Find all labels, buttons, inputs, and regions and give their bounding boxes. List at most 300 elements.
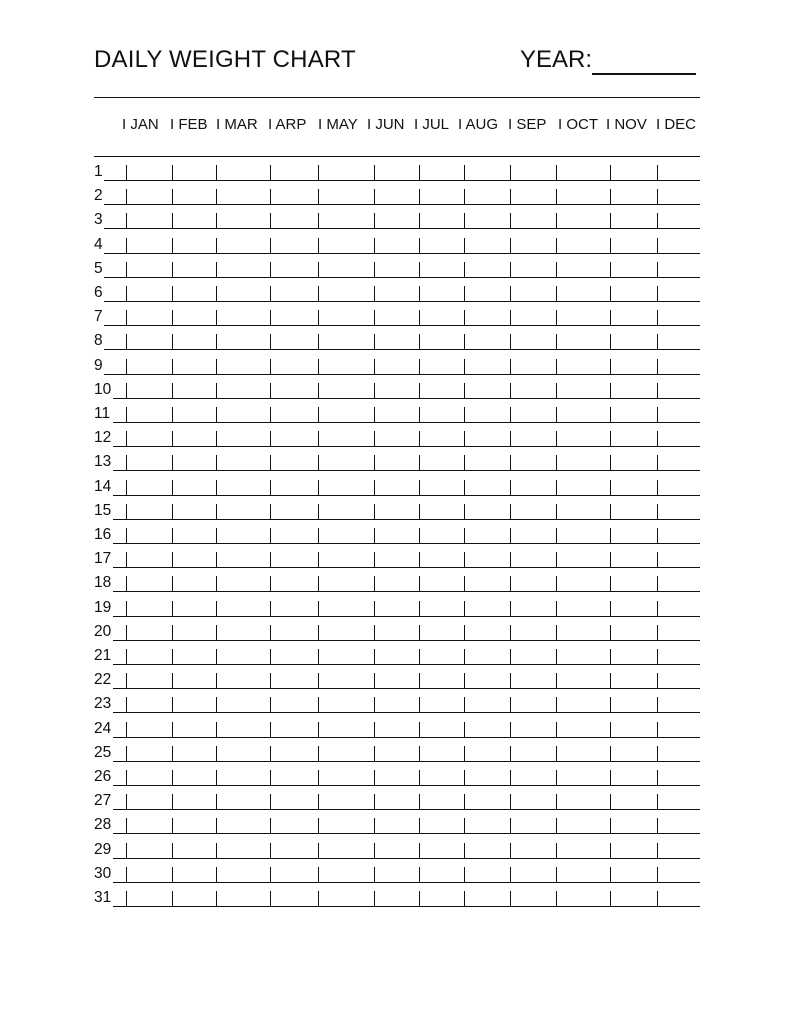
- weight-cell-arp[interactable]: [270, 552, 318, 568]
- weight-cell-arp[interactable]: [270, 867, 318, 883]
- weight-cell-jun[interactable]: [374, 601, 419, 617]
- weight-cell-jan[interactable]: [126, 891, 172, 907]
- weight-cell-jun[interactable]: [374, 843, 419, 859]
- weight-cell-jul[interactable]: [419, 818, 464, 834]
- weight-cell-oct[interactable]: [556, 576, 610, 592]
- weight-cell-jan[interactable]: [126, 189, 172, 205]
- weight-cell-jul[interactable]: [419, 189, 464, 205]
- weight-cell-aug[interactable]: [464, 891, 510, 907]
- weight-cell-feb[interactable]: [172, 697, 216, 713]
- weight-cell-jul[interactable]: [419, 794, 464, 810]
- weight-cell-mar[interactable]: [216, 843, 270, 859]
- weight-cell-jun[interactable]: [374, 867, 419, 883]
- weight-cell-jul[interactable]: [419, 334, 464, 350]
- weight-cell-dec[interactable]: [657, 576, 700, 592]
- weight-cell-mar[interactable]: [216, 552, 270, 568]
- weight-cell-jan[interactable]: [126, 770, 172, 786]
- weight-cell-mar[interactable]: [216, 480, 270, 496]
- weight-cell-jul[interactable]: [419, 431, 464, 447]
- weight-cell-jul[interactable]: [419, 722, 464, 738]
- weight-cell-jul[interactable]: [419, 286, 464, 302]
- weight-cell-may[interactable]: [318, 794, 374, 810]
- weight-cell-aug[interactable]: [464, 843, 510, 859]
- weight-cell-oct[interactable]: [556, 625, 610, 641]
- weight-cell-aug[interactable]: [464, 504, 510, 520]
- weight-cell-oct[interactable]: [556, 431, 610, 447]
- weight-cell-sep[interactable]: [510, 238, 556, 254]
- weight-cell-arp[interactable]: [270, 528, 318, 544]
- weight-cell-aug[interactable]: [464, 189, 510, 205]
- weight-cell-dec[interactable]: [657, 480, 700, 496]
- weight-cell-jul[interactable]: [419, 407, 464, 423]
- weight-cell-oct[interactable]: [556, 601, 610, 617]
- weight-cell-jan[interactable]: [126, 165, 172, 181]
- weight-cell-may[interactable]: [318, 407, 374, 423]
- weight-cell-feb[interactable]: [172, 407, 216, 423]
- weight-cell-mar[interactable]: [216, 383, 270, 399]
- weight-cell-arp[interactable]: [270, 794, 318, 810]
- weight-cell-nov[interactable]: [610, 165, 657, 181]
- weight-cell-dec[interactable]: [657, 697, 700, 713]
- weight-cell-jul[interactable]: [419, 528, 464, 544]
- weight-cell-nov[interactable]: [610, 504, 657, 520]
- weight-cell-oct[interactable]: [556, 673, 610, 689]
- weight-cell-jul[interactable]: [419, 552, 464, 568]
- weight-cell-dec[interactable]: [657, 165, 700, 181]
- weight-cell-may[interactable]: [318, 818, 374, 834]
- weight-cell-aug[interactable]: [464, 286, 510, 302]
- weight-cell-jul[interactable]: [419, 213, 464, 229]
- weight-cell-dec[interactable]: [657, 746, 700, 762]
- weight-cell-aug[interactable]: [464, 238, 510, 254]
- weight-cell-aug[interactable]: [464, 407, 510, 423]
- weight-cell-sep[interactable]: [510, 818, 556, 834]
- weight-cell-aug[interactable]: [464, 867, 510, 883]
- weight-cell-feb[interactable]: [172, 480, 216, 496]
- weight-cell-jun[interactable]: [374, 238, 419, 254]
- weight-cell-dec[interactable]: [657, 407, 700, 423]
- weight-cell-jan[interactable]: [126, 794, 172, 810]
- weight-cell-oct[interactable]: [556, 891, 610, 907]
- weight-cell-jun[interactable]: [374, 262, 419, 278]
- weight-cell-arp[interactable]: [270, 504, 318, 520]
- weight-cell-may[interactable]: [318, 359, 374, 375]
- weight-cell-sep[interactable]: [510, 673, 556, 689]
- weight-cell-oct[interactable]: [556, 189, 610, 205]
- weight-cell-aug[interactable]: [464, 213, 510, 229]
- weight-cell-may[interactable]: [318, 891, 374, 907]
- weight-cell-feb[interactable]: [172, 334, 216, 350]
- weight-cell-jul[interactable]: [419, 697, 464, 713]
- weight-cell-arp[interactable]: [270, 673, 318, 689]
- weight-cell-jun[interactable]: [374, 480, 419, 496]
- weight-cell-jul[interactable]: [419, 625, 464, 641]
- weight-cell-nov[interactable]: [610, 746, 657, 762]
- weight-cell-jun[interactable]: [374, 407, 419, 423]
- weight-cell-nov[interactable]: [610, 891, 657, 907]
- weight-cell-arp[interactable]: [270, 165, 318, 181]
- weight-cell-mar[interactable]: [216, 673, 270, 689]
- weight-cell-arp[interactable]: [270, 189, 318, 205]
- weight-cell-arp[interactable]: [270, 625, 318, 641]
- weight-cell-sep[interactable]: [510, 407, 556, 423]
- weight-cell-nov[interactable]: [610, 383, 657, 399]
- weight-cell-oct[interactable]: [556, 552, 610, 568]
- weight-cell-jan[interactable]: [126, 286, 172, 302]
- weight-cell-arp[interactable]: [270, 238, 318, 254]
- weight-cell-feb[interactable]: [172, 843, 216, 859]
- weight-cell-may[interactable]: [318, 165, 374, 181]
- weight-cell-jun[interactable]: [374, 383, 419, 399]
- weight-cell-oct[interactable]: [556, 746, 610, 762]
- weight-cell-nov[interactable]: [610, 649, 657, 665]
- weight-cell-may[interactable]: [318, 770, 374, 786]
- weight-cell-nov[interactable]: [610, 455, 657, 471]
- weight-cell-jan[interactable]: [126, 697, 172, 713]
- weight-cell-nov[interactable]: [610, 407, 657, 423]
- weight-cell-jun[interactable]: [374, 818, 419, 834]
- weight-cell-dec[interactable]: [657, 359, 700, 375]
- weight-cell-nov[interactable]: [610, 794, 657, 810]
- weight-cell-sep[interactable]: [510, 262, 556, 278]
- weight-cell-sep[interactable]: [510, 310, 556, 326]
- weight-cell-dec[interactable]: [657, 625, 700, 641]
- weight-cell-jul[interactable]: [419, 649, 464, 665]
- weight-cell-arp[interactable]: [270, 407, 318, 423]
- weight-cell-oct[interactable]: [556, 310, 610, 326]
- weight-cell-dec[interactable]: [657, 601, 700, 617]
- weight-cell-nov[interactable]: [610, 334, 657, 350]
- weight-cell-feb[interactable]: [172, 455, 216, 471]
- weight-cell-jan[interactable]: [126, 552, 172, 568]
- weight-cell-feb[interactable]: [172, 528, 216, 544]
- weight-cell-jan[interactable]: [126, 431, 172, 447]
- weight-cell-jun[interactable]: [374, 891, 419, 907]
- weight-cell-dec[interactable]: [657, 770, 700, 786]
- weight-cell-mar[interactable]: [216, 407, 270, 423]
- weight-cell-arp[interactable]: [270, 770, 318, 786]
- weight-cell-nov[interactable]: [610, 310, 657, 326]
- weight-cell-may[interactable]: [318, 697, 374, 713]
- weight-cell-feb[interactable]: [172, 576, 216, 592]
- weight-cell-mar[interactable]: [216, 310, 270, 326]
- weight-cell-dec[interactable]: [657, 213, 700, 229]
- weight-cell-oct[interactable]: [556, 843, 610, 859]
- weight-cell-may[interactable]: [318, 722, 374, 738]
- weight-cell-sep[interactable]: [510, 746, 556, 762]
- weight-cell-feb[interactable]: [172, 213, 216, 229]
- weight-cell-arp[interactable]: [270, 262, 318, 278]
- weight-cell-mar[interactable]: [216, 528, 270, 544]
- weight-cell-jul[interactable]: [419, 673, 464, 689]
- weight-cell-arp[interactable]: [270, 334, 318, 350]
- weight-cell-jan[interactable]: [126, 407, 172, 423]
- weight-cell-nov[interactable]: [610, 601, 657, 617]
- weight-cell-dec[interactable]: [657, 867, 700, 883]
- weight-cell-jan[interactable]: [126, 867, 172, 883]
- weight-cell-mar[interactable]: [216, 286, 270, 302]
- weight-cell-aug[interactable]: [464, 480, 510, 496]
- weight-cell-sep[interactable]: [510, 480, 556, 496]
- weight-cell-aug[interactable]: [464, 310, 510, 326]
- weight-cell-oct[interactable]: [556, 770, 610, 786]
- weight-cell-arp[interactable]: [270, 843, 318, 859]
- weight-cell-jan[interactable]: [126, 334, 172, 350]
- weight-cell-jun[interactable]: [374, 334, 419, 350]
- weight-cell-may[interactable]: [318, 528, 374, 544]
- weight-cell-sep[interactable]: [510, 843, 556, 859]
- weight-cell-mar[interactable]: [216, 794, 270, 810]
- weight-cell-arp[interactable]: [270, 431, 318, 447]
- weight-cell-dec[interactable]: [657, 262, 700, 278]
- weight-cell-jul[interactable]: [419, 770, 464, 786]
- weight-cell-feb[interactable]: [172, 431, 216, 447]
- weight-cell-sep[interactable]: [510, 431, 556, 447]
- weight-cell-mar[interactable]: [216, 576, 270, 592]
- weight-cell-mar[interactable]: [216, 649, 270, 665]
- weight-cell-oct[interactable]: [556, 383, 610, 399]
- weight-cell-feb[interactable]: [172, 165, 216, 181]
- weight-cell-feb[interactable]: [172, 649, 216, 665]
- weight-cell-jan[interactable]: [126, 625, 172, 641]
- weight-cell-sep[interactable]: [510, 189, 556, 205]
- weight-cell-arp[interactable]: [270, 818, 318, 834]
- weight-cell-jun[interactable]: [374, 310, 419, 326]
- weight-cell-sep[interactable]: [510, 697, 556, 713]
- weight-cell-arp[interactable]: [270, 697, 318, 713]
- weight-cell-nov[interactable]: [610, 552, 657, 568]
- weight-cell-aug[interactable]: [464, 649, 510, 665]
- weight-cell-jul[interactable]: [419, 480, 464, 496]
- weight-cell-may[interactable]: [318, 746, 374, 762]
- weight-cell-sep[interactable]: [510, 891, 556, 907]
- weight-cell-jun[interactable]: [374, 455, 419, 471]
- weight-cell-nov[interactable]: [610, 480, 657, 496]
- weight-cell-aug[interactable]: [464, 818, 510, 834]
- weight-cell-sep[interactable]: [510, 794, 556, 810]
- weight-cell-nov[interactable]: [610, 238, 657, 254]
- weight-cell-sep[interactable]: [510, 359, 556, 375]
- weight-cell-jan[interactable]: [126, 576, 172, 592]
- weight-cell-jun[interactable]: [374, 722, 419, 738]
- weight-cell-jun[interactable]: [374, 697, 419, 713]
- weight-cell-nov[interactable]: [610, 770, 657, 786]
- weight-cell-mar[interactable]: [216, 504, 270, 520]
- weight-cell-sep[interactable]: [510, 722, 556, 738]
- weight-cell-may[interactable]: [318, 649, 374, 665]
- weight-cell-oct[interactable]: [556, 407, 610, 423]
- weight-cell-jun[interactable]: [374, 528, 419, 544]
- weight-cell-sep[interactable]: [510, 286, 556, 302]
- weight-cell-aug[interactable]: [464, 528, 510, 544]
- weight-cell-arp[interactable]: [270, 576, 318, 592]
- weight-cell-dec[interactable]: [657, 843, 700, 859]
- weight-cell-aug[interactable]: [464, 431, 510, 447]
- weight-cell-oct[interactable]: [556, 504, 610, 520]
- weight-cell-dec[interactable]: [657, 891, 700, 907]
- weight-cell-nov[interactable]: [610, 625, 657, 641]
- weight-cell-jan[interactable]: [126, 649, 172, 665]
- weight-cell-may[interactable]: [318, 504, 374, 520]
- weight-cell-jun[interactable]: [374, 673, 419, 689]
- weight-cell-feb[interactable]: [172, 625, 216, 641]
- weight-cell-dec[interactable]: [657, 504, 700, 520]
- weight-cell-jan[interactable]: [126, 262, 172, 278]
- weight-cell-aug[interactable]: [464, 770, 510, 786]
- weight-cell-jan[interactable]: [126, 359, 172, 375]
- weight-cell-jun[interactable]: [374, 286, 419, 302]
- weight-cell-feb[interactable]: [172, 262, 216, 278]
- weight-cell-jan[interactable]: [126, 843, 172, 859]
- weight-cell-nov[interactable]: [610, 262, 657, 278]
- weight-cell-may[interactable]: [318, 867, 374, 883]
- weight-cell-feb[interactable]: [172, 310, 216, 326]
- weight-cell-may[interactable]: [318, 455, 374, 471]
- weight-cell-dec[interactable]: [657, 238, 700, 254]
- weight-cell-dec[interactable]: [657, 455, 700, 471]
- weight-cell-oct[interactable]: [556, 722, 610, 738]
- weight-cell-dec[interactable]: [657, 286, 700, 302]
- weight-cell-nov[interactable]: [610, 359, 657, 375]
- weight-cell-aug[interactable]: [464, 746, 510, 762]
- weight-cell-sep[interactable]: [510, 334, 556, 350]
- weight-cell-arp[interactable]: [270, 310, 318, 326]
- weight-cell-may[interactable]: [318, 601, 374, 617]
- weight-cell-aug[interactable]: [464, 165, 510, 181]
- weight-cell-jan[interactable]: [126, 238, 172, 254]
- weight-cell-aug[interactable]: [464, 601, 510, 617]
- weight-cell-feb[interactable]: [172, 359, 216, 375]
- weight-cell-arp[interactable]: [270, 213, 318, 229]
- weight-cell-may[interactable]: [318, 552, 374, 568]
- weight-cell-sep[interactable]: [510, 504, 556, 520]
- weight-cell-may[interactable]: [318, 334, 374, 350]
- weight-cell-jul[interactable]: [419, 843, 464, 859]
- weight-cell-jan[interactable]: [126, 722, 172, 738]
- weight-cell-mar[interactable]: [216, 722, 270, 738]
- weight-cell-jan[interactable]: [126, 673, 172, 689]
- weight-cell-dec[interactable]: [657, 334, 700, 350]
- weight-cell-jul[interactable]: [419, 383, 464, 399]
- weight-cell-arp[interactable]: [270, 359, 318, 375]
- weight-cell-jul[interactable]: [419, 455, 464, 471]
- weight-cell-jul[interactable]: [419, 310, 464, 326]
- weight-cell-sep[interactable]: [510, 576, 556, 592]
- weight-cell-nov[interactable]: [610, 431, 657, 447]
- weight-cell-feb[interactable]: [172, 504, 216, 520]
- weight-cell-aug[interactable]: [464, 334, 510, 350]
- weight-cell-jan[interactable]: [126, 383, 172, 399]
- weight-cell-nov[interactable]: [610, 818, 657, 834]
- weight-cell-mar[interactable]: [216, 625, 270, 641]
- weight-cell-feb[interactable]: [172, 286, 216, 302]
- weight-cell-mar[interactable]: [216, 431, 270, 447]
- weight-cell-mar[interactable]: [216, 359, 270, 375]
- weight-cell-aug[interactable]: [464, 383, 510, 399]
- weight-cell-may[interactable]: [318, 383, 374, 399]
- weight-cell-jun[interactable]: [374, 625, 419, 641]
- weight-cell-feb[interactable]: [172, 746, 216, 762]
- weight-cell-sep[interactable]: [510, 455, 556, 471]
- weight-cell-mar[interactable]: [216, 165, 270, 181]
- weight-cell-may[interactable]: [318, 262, 374, 278]
- weight-cell-may[interactable]: [318, 189, 374, 205]
- weight-cell-mar[interactable]: [216, 601, 270, 617]
- weight-cell-nov[interactable]: [610, 213, 657, 229]
- weight-cell-oct[interactable]: [556, 262, 610, 278]
- weight-cell-mar[interactable]: [216, 746, 270, 762]
- weight-cell-jun[interactable]: [374, 165, 419, 181]
- weight-cell-aug[interactable]: [464, 552, 510, 568]
- weight-cell-feb[interactable]: [172, 383, 216, 399]
- weight-cell-arp[interactable]: [270, 286, 318, 302]
- weight-cell-oct[interactable]: [556, 238, 610, 254]
- weight-cell-oct[interactable]: [556, 528, 610, 544]
- weight-cell-may[interactable]: [318, 576, 374, 592]
- weight-cell-jul[interactable]: [419, 746, 464, 762]
- weight-cell-oct[interactable]: [556, 455, 610, 471]
- weight-cell-may[interactable]: [318, 480, 374, 496]
- weight-cell-dec[interactable]: [657, 310, 700, 326]
- weight-cell-sep[interactable]: [510, 552, 556, 568]
- weight-cell-feb[interactable]: [172, 722, 216, 738]
- weight-cell-may[interactable]: [318, 310, 374, 326]
- weight-cell-mar[interactable]: [216, 818, 270, 834]
- weight-cell-nov[interactable]: [610, 576, 657, 592]
- weight-cell-jun[interactable]: [374, 359, 419, 375]
- weight-cell-aug[interactable]: [464, 455, 510, 471]
- weight-cell-feb[interactable]: [172, 794, 216, 810]
- weight-cell-jun[interactable]: [374, 576, 419, 592]
- weight-cell-sep[interactable]: [510, 867, 556, 883]
- weight-cell-arp[interactable]: [270, 455, 318, 471]
- weight-cell-may[interactable]: [318, 213, 374, 229]
- weight-cell-aug[interactable]: [464, 576, 510, 592]
- weight-cell-oct[interactable]: [556, 286, 610, 302]
- weight-cell-arp[interactable]: [270, 746, 318, 762]
- weight-cell-feb[interactable]: [172, 673, 216, 689]
- weight-cell-sep[interactable]: [510, 601, 556, 617]
- weight-cell-feb[interactable]: [172, 238, 216, 254]
- weight-cell-mar[interactable]: [216, 334, 270, 350]
- weight-cell-dec[interactable]: [657, 818, 700, 834]
- weight-cell-sep[interactable]: [510, 383, 556, 399]
- weight-cell-dec[interactable]: [657, 528, 700, 544]
- weight-cell-mar[interactable]: [216, 238, 270, 254]
- weight-cell-jan[interactable]: [126, 601, 172, 617]
- weight-cell-nov[interactable]: [610, 673, 657, 689]
- weight-cell-dec[interactable]: [657, 383, 700, 399]
- weight-cell-oct[interactable]: [556, 334, 610, 350]
- weight-cell-jun[interactable]: [374, 431, 419, 447]
- weight-cell-jul[interactable]: [419, 359, 464, 375]
- weight-cell-mar[interactable]: [216, 213, 270, 229]
- weight-cell-mar[interactable]: [216, 262, 270, 278]
- weight-cell-oct[interactable]: [556, 480, 610, 496]
- weight-cell-aug[interactable]: [464, 673, 510, 689]
- weight-cell-dec[interactable]: [657, 649, 700, 665]
- weight-cell-jan[interactable]: [126, 504, 172, 520]
- weight-cell-jun[interactable]: [374, 746, 419, 762]
- weight-cell-jan[interactable]: [126, 818, 172, 834]
- weight-cell-dec[interactable]: [657, 189, 700, 205]
- weight-cell-nov[interactable]: [610, 867, 657, 883]
- weight-cell-jun[interactable]: [374, 770, 419, 786]
- weight-cell-jul[interactable]: [419, 504, 464, 520]
- weight-cell-arp[interactable]: [270, 480, 318, 496]
- weight-cell-may[interactable]: [318, 238, 374, 254]
- weight-cell-aug[interactable]: [464, 697, 510, 713]
